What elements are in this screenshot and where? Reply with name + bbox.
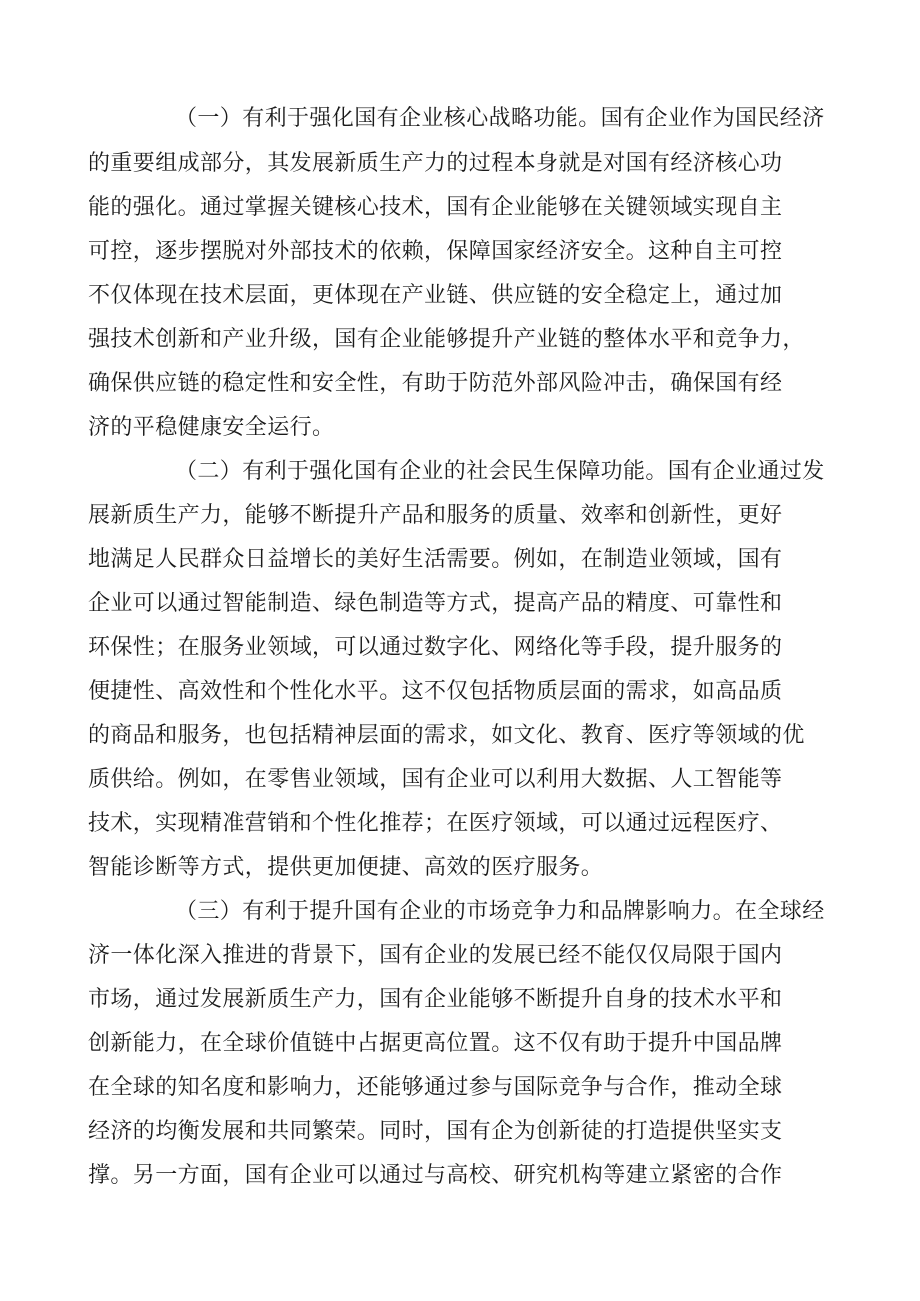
paragraph-line: 济一体化深入推进的背景下，国有企业的发展已经不能仅仅局限于国内	[88, 943, 783, 968]
paragraph-line: 在全球的知名度和影响力，还能够通过参与国际竞争与合作，推动全球	[88, 1075, 783, 1100]
paragraph-line: 智能诊断等方式，提供更加便捷、高效的医疗服务。	[88, 855, 604, 880]
paragraph-line: 可控，逐步摆脱对外部技术的依赖，保障国家经济安全。这种自主可控	[88, 239, 783, 264]
paragraph-line: 强技术创新和产业升级，国有企业能够提升产业链的整体水平和竞争力，	[88, 327, 805, 352]
paragraph-line: 济的平稳健康安全运行。	[88, 415, 335, 440]
paragraph-line: 技术，实现精准营销和个性化推荐；在医疗领域，可以通过远程医疗、	[88, 811, 783, 836]
paragraph-line: 撑。另一方面，国有企业可以通过与高校、研究机构等建立紧密的合作	[88, 1163, 783, 1188]
paragraph-line: 市场，通过发展新质生产力，国有企业能够不断提升自身的技术水平和	[88, 987, 783, 1012]
paragraph-line: 环保性；在服务业领域，可以通过数字化、网络化等手段，提升服务的	[88, 635, 783, 660]
paragraph-line: 创新能力，在全球价值链中占据更高位置。这不仅有助于提升中国品牌	[88, 1031, 783, 1056]
paragraph-line: 能的强化。通过掌握关键核心技术，国有企业能够在关键领域实现自主	[88, 195, 783, 220]
paragraph-line: 确保供应链的稳定性和安全性，有助于防范外部风险冲击，确保国有经	[88, 371, 783, 396]
paragraph-line: 的重要组成部分，其发展新质生产力的过程本身就是对国有经济核心功	[88, 151, 783, 176]
paragraph-line: （二）有利于强化国有企业的社会民生保障功能。国有企业通过发	[175, 459, 825, 484]
paragraph-line: 地满足人民群众日益增长的美好生活需要。例如，在制造业领域，国有	[88, 547, 783, 572]
paragraph-line: 的商品和服务，也包括精神层面的需求，如文化、教育、医疗等领域的优	[88, 723, 805, 748]
paragraph-line: 经济的均衡发展和共同繁荣。同时，国有企为创新徒的打造提供坚实支	[88, 1119, 783, 1144]
paragraph-line: 便捷性、高效性和个性化水平。这不仅包括物质层面的需求，如高品质	[88, 679, 783, 704]
paragraph-line: 展新质生产力，能够不断提升产品和服务的质量、效率和创新性，更好	[88, 503, 783, 528]
paragraph-line: 不仅体现在技术层面，更体现在产业链、供应链的安全稳定上，通过加	[88, 283, 783, 308]
paragraph-line: （三）有利于提升国有企业的市场竞争力和品牌影响力。在全球经	[175, 899, 825, 924]
paragraph-line: 质供给。例如，在零售业领域，国有企业可以利用大数据、人工智能等	[88, 767, 783, 792]
paragraph-line: 企业可以通过智能制造、绿色制造等方式，提高产品的精度、可靠性和	[88, 591, 783, 616]
paragraph-line: （一）有利于强化国有企业核心战略功能。国有企业作为国民经济	[175, 106, 825, 131]
